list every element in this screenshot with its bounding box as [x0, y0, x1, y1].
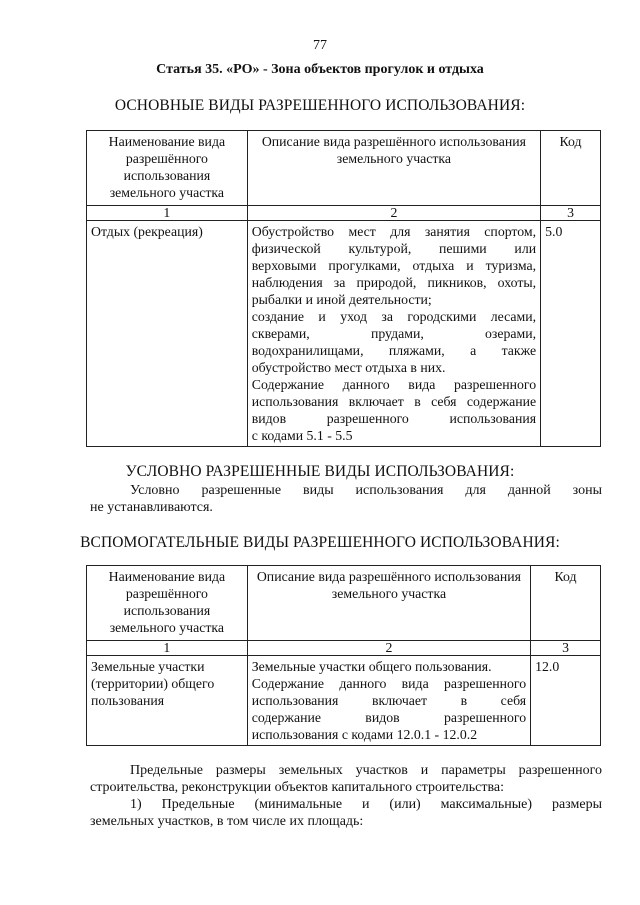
col-number-1: 1 [87, 206, 248, 221]
conditional-uses-text-end: не устанавливаются. [90, 500, 213, 515]
desc-line: Обустройство мест для занятия спортом, [251, 224, 537, 239]
desc-line: использования включает в себя [251, 693, 527, 708]
col-number-3: 3 [531, 641, 601, 656]
header-description: Описание вида разрешённого использования земельного участка [247, 131, 540, 206]
desc-line: видов разрешенного использования [251, 411, 537, 426]
header-name: Наименование вида разрешённого использования земельного участка [87, 566, 248, 641]
desc-line: физической культурой, пешими или [251, 241, 537, 256]
desc-line: Содержание данного вида разрешенного [251, 377, 537, 392]
table-header-row [87, 566, 601, 641]
desc-line: скверами, прудами, озерами, [251, 326, 537, 341]
use-code: 12.0 [531, 656, 601, 746]
desc-line: использования включает в себя содержание [251, 394, 537, 409]
desc-line: водохранилищами, пляжами, а также [251, 343, 537, 358]
auxiliary-uses-table [86, 565, 601, 746]
text-line: земельных участков, в том числе их площадь: [90, 814, 364, 829]
text-line: 1) Предельные (минимальные и (или) максимальные) размеры [130, 797, 602, 812]
col-number-1: 1 [87, 641, 248, 656]
page-number: 77 [313, 38, 327, 53]
text-line: Условно разрешенные виды использования для данной зоны [130, 483, 602, 498]
main-uses-table [86, 130, 601, 447]
desc-line: Содержание данного вида разрешенного [251, 676, 527, 691]
auxiliary-uses-heading: ВСПОМОГАТЕЛЬНЫЕ ВИДЫ РАЗРЕШЕННОГО ИСПОЛЬЗОВАНИЯ: [80, 534, 560, 551]
conditional-uses-text [90, 482, 602, 499]
desc-line: верховыми прогулками, отдыха и туризма, [251, 258, 537, 273]
desc-line: Земельные участки общего пользования. [251, 659, 492, 674]
table-header-row [87, 131, 601, 206]
use-name: Отдых (рекреация) [87, 221, 248, 447]
table-row [87, 221, 601, 447]
header-name: Наименование вида разрешённого использования земельного участка [87, 131, 248, 206]
desc-line: обустройство мест отдыха в них. [251, 360, 446, 375]
use-code: 5.0 [541, 221, 601, 447]
text-line: Предельные размеры земельных участков и параметры разрешенного [130, 763, 602, 778]
table-row [87, 656, 601, 746]
table-number-row [87, 641, 601, 656]
desc-line: с кодами 5.1 - 5.5 [251, 428, 353, 443]
main-uses-heading: ОСНОВНЫЕ ВИДЫ РАЗРЕШЕННОГО ИСПОЛЬЗОВАНИЯ: [114, 97, 526, 114]
col-number-3: 3 [541, 206, 601, 221]
name-line: Земельные участки [91, 659, 205, 674]
name-line: пользования [91, 693, 165, 708]
header-code: Код [541, 131, 601, 206]
name-line: (территории) общего [91, 676, 215, 691]
col-number-2: 2 [247, 641, 530, 656]
header-description: Описание вида разрешённого использования земельного участка [247, 566, 530, 641]
use-name [87, 656, 248, 746]
limits-paragraph [90, 762, 602, 830]
use-description [247, 656, 530, 746]
header-code: Код [531, 566, 601, 641]
desc-line: использования с кодами 12.0.1 - 12.0.2 [251, 727, 478, 742]
text-line: строительства, реконструкции объектов капитального строительства: [90, 780, 504, 795]
col-number-2: 2 [247, 206, 540, 221]
table-number-row [87, 206, 601, 221]
desc-line: создание и уход за городскими лесами, [251, 309, 537, 324]
desc-line: наблюдения за природой, пикников, охоты, [251, 275, 537, 290]
conditional-uses-heading: УСЛОВНО РАЗРЕШЕННЫЕ ВИДЫ ИСПОЛЬЗОВАНИЯ: [125, 463, 515, 480]
use-description [247, 221, 540, 447]
article-title: Статья 35. «РО» - Зона объектов прогулок и отдыха [156, 62, 484, 77]
desc-line: содержание видов разрешенного [251, 710, 527, 725]
desc-line: рыбалки и иной деятельности; [251, 292, 432, 307]
